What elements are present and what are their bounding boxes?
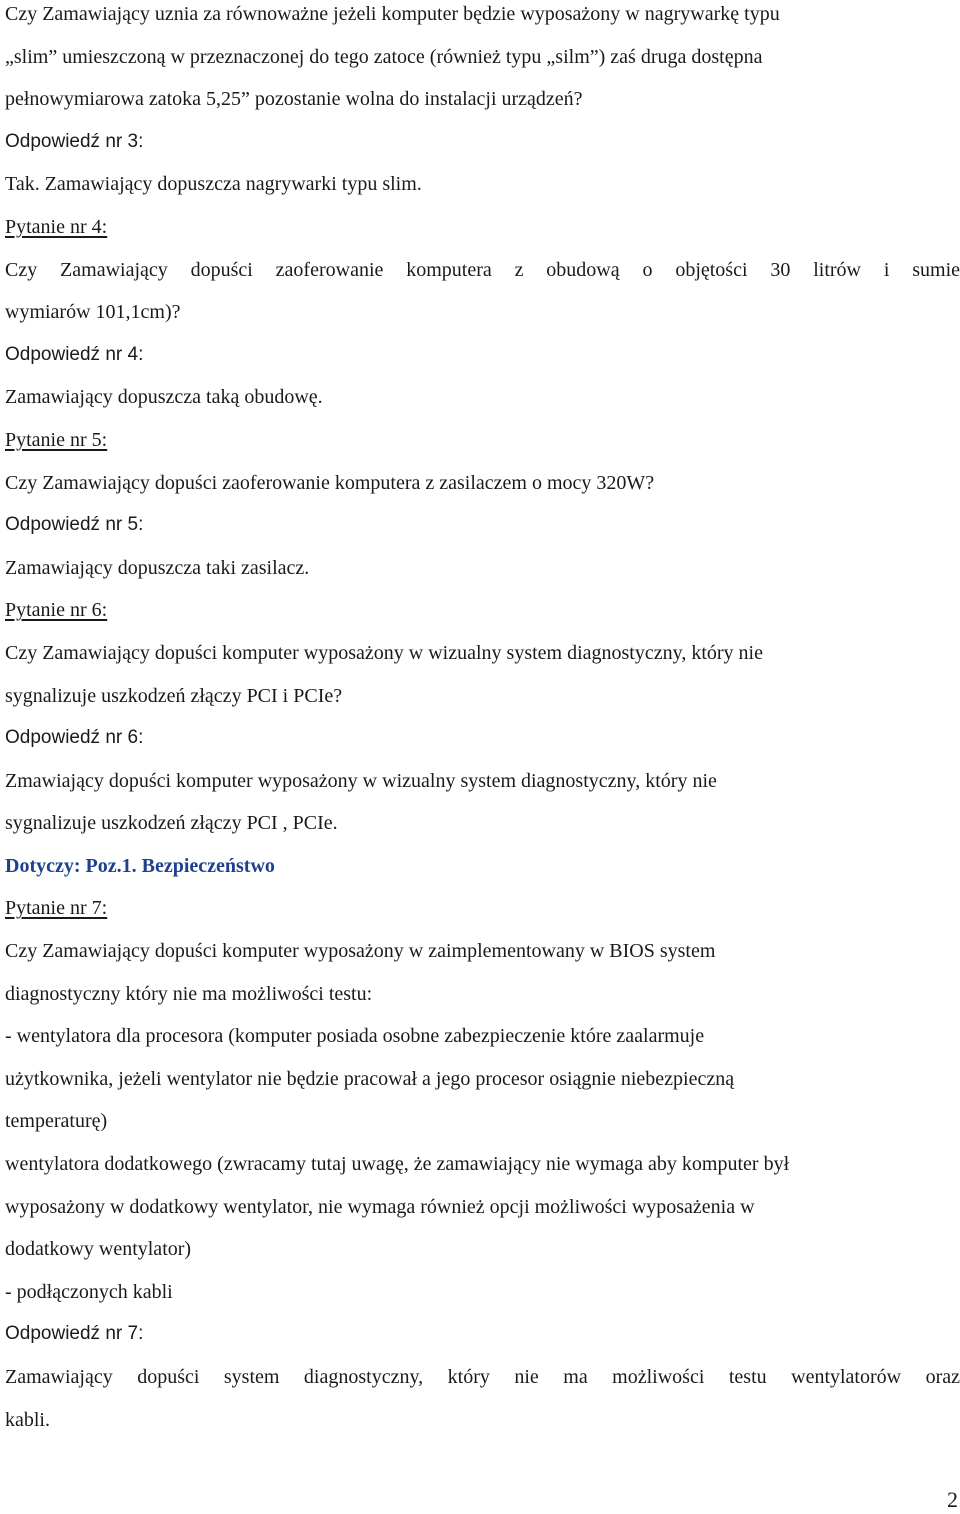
- answer-heading-3: Odpowiedź nr 3:: [5, 130, 144, 152]
- answer-text-line: kabli.: [5, 1408, 50, 1431]
- question-text-line: dodatkowy wentylator): [5, 1238, 192, 1261]
- answer-text-line: Zamawiający dopuści system diagnostyczny, który nie ma możliwości testu wentylatorów oraz: [5, 1366, 960, 1388]
- answer-text-line: Zmawiający dopuści komputer wyposażony w wizualny system diagnostyczny, który nie: [5, 769, 717, 792]
- answer-text-line: Tak. Zamawiający dopuszcza nagrywarki typu slim.: [5, 173, 422, 196]
- answer-heading-7: Odpowiedź nr 7:: [5, 1323, 144, 1345]
- question-text-line: „slim” umieszczoną w przeznaczonej do tego zatoce (również typu „silm”) zaś druga dostępna: [5, 45, 763, 68]
- question-text-line: użytkownika, jeżeli wentylator nie będzie pracował a jego procesor osiągnie niebezpieczną: [5, 1067, 735, 1090]
- question-heading-5: Pytanie nr 5:: [5, 428, 108, 451]
- question-text-line: Czy Zamawiający dopuści komputer wyposażony w zaimplementowany w BIOS system: [5, 940, 716, 963]
- question-text-line: - podłączonych kabli: [5, 1280, 173, 1303]
- answer-heading-4: Odpowiedź nr 4:: [5, 343, 144, 365]
- question-text-line: temperaturę): [5, 1110, 108, 1133]
- question-text-line: - wentylatora dla procesora (komputer posiada osobne zabezpieczenie które zaalarmuje: [5, 1025, 705, 1048]
- question-text-line: Czy Zamawiający uznia za równoważne jeżeli komputer będzie wyposażony w nagrywarkę typu: [5, 3, 780, 25]
- question-text-line: pełnowymiarowa zatoka 5,25” pozostanie wolna do instalacji urządzeń?: [5, 88, 583, 111]
- answer-heading-5: Odpowiedź nr 5:: [5, 514, 144, 536]
- answer-heading-6: Odpowiedź nr 6:: [5, 727, 144, 749]
- answer-text-line: sygnalizuje uszkodzeń złączy PCI , PCIe.: [5, 812, 338, 835]
- question-heading-4: Pytanie nr 4:: [5, 215, 108, 238]
- document-page: [5, 0, 960, 1441]
- question-text-line: sygnalizuje uszkodzeń złączy PCI i PCIe?: [5, 684, 343, 707]
- answer-text-line: Zamawiający dopuszcza taki zasilacz.: [5, 556, 310, 579]
- question-text-line: Czy Zamawiający dopuści komputer wyposażony w wizualny system diagnostyczny, który nie: [5, 641, 763, 664]
- question-text-line: diagnostyczny który nie ma możliwości testu:: [5, 982, 373, 1005]
- page-number: 2: [947, 1487, 958, 1512]
- question-heading-6: Pytanie nr 6:: [5, 599, 108, 622]
- answer-text-line: Zamawiający dopuszcza taką obudowę.: [5, 386, 323, 409]
- question-text-line: wentylatora dodatkowego (zwracamy tutaj uwagę, że zamawiający nie wymaga aby komputer był: [5, 1153, 790, 1176]
- section-heading: Dotyczy: Poz.1. Bezpieczeństwo: [5, 854, 275, 877]
- question-text-line: wymiarów 101,1cm)?: [5, 301, 181, 324]
- question-heading-7: Pytanie nr 7:: [5, 897, 108, 920]
- question-text-line: Czy Zamawiający dopuści zaoferowanie komputera z zasilaczem o mocy 320W?: [5, 471, 655, 494]
- question-text-line: wyposażony w dodatkowy wentylator, nie wymaga również opcji możliwości wyposażenia w: [5, 1195, 755, 1218]
- question-text-line: Czy Zamawiający dopuści zaoferowanie komputera z obudową o objętości 30 litrów i sumie: [5, 258, 960, 281]
